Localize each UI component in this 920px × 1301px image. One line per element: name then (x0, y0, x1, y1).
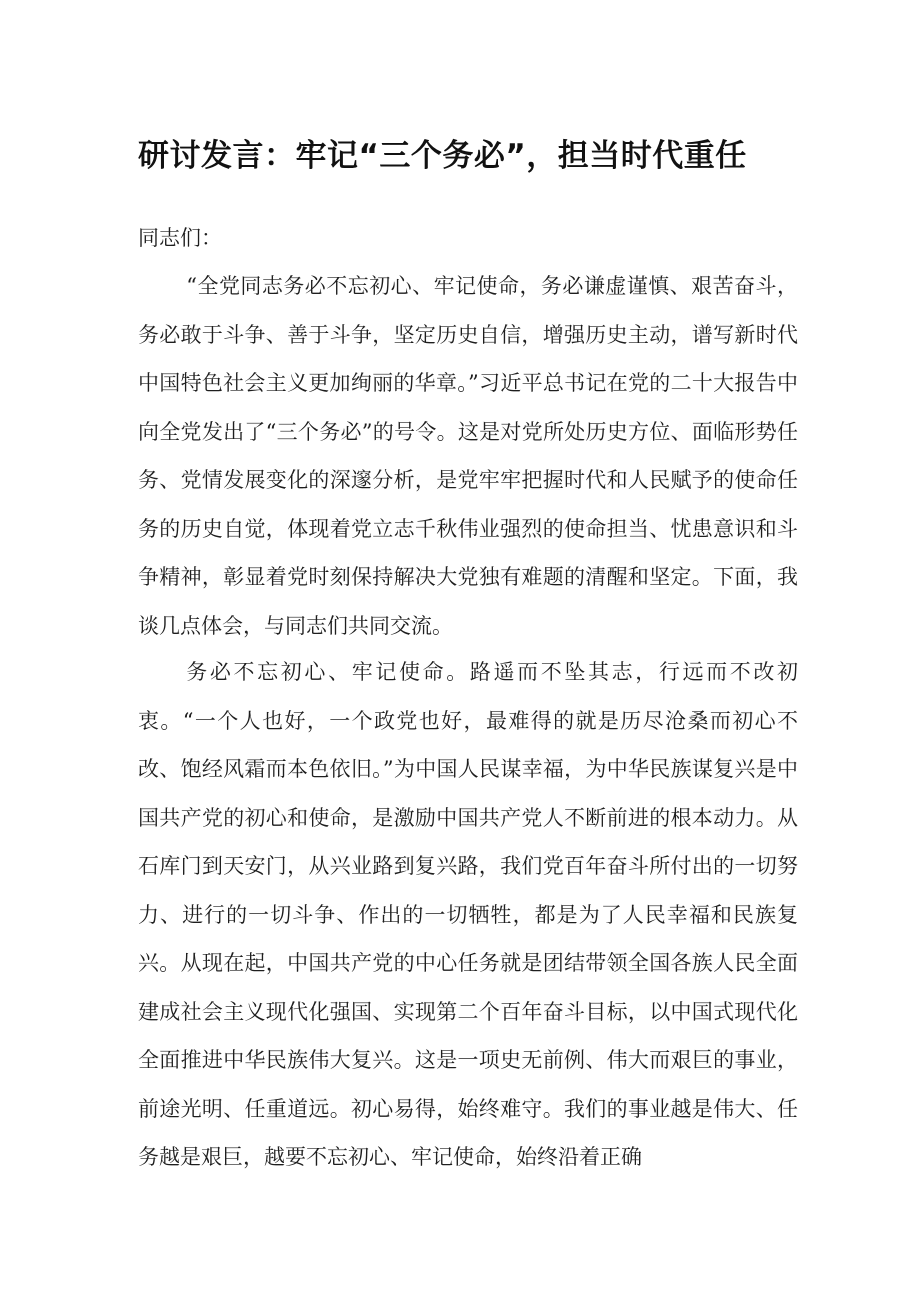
paragraph-2: 务必不忘初心、牢记使命。路遥而不坠其志，行远而不改初衷。“一个人也好，一个政党也好，最难得的就是历尽沧桑而初心不改、饱经风霜而本色依旧。”为中国人民谋幸福，为中华民族谋复兴是中国共产党的初心和使命，是激励中国共产党人不断前进的根本动力。从石库门到天安门，从兴业路到复兴路，我们党百年奋斗所付出的一切努力、进行的一切斗争、作出的一切牺牲，都是为了人民幸福和民族复兴。从现在起，中国共产党的中心任务就是团结带领全国各族人民全面建成社会主义现代化强国、实现第二个百年奋斗目标，以中国式现代化全面推进中华民族伟大复兴。这是一项史无前例、伟大而艰巨的事业，前途光明、任重道远。初心易得，始终难守。我们的事业越是伟大、任务越是艰巨，越要不忘初心、牢记使命，始终沿着正确 (138, 660, 798, 1169)
salutation: 同志们： (138, 226, 222, 250)
document-title: 研讨发言：牢记“三个务必”，担当时代重任 (138, 138, 747, 174)
paragraph-1: “全党同志务必不忘初心、牢记使命，务必谦虚谨慎、艰苦奋斗，务必敢于斗争、善于斗争，坚定历史自信，增强历史主动，谱写新时代中国特色社会主义更加绚丽的华章。”习近平总书记在党的二十大报告中向全党发出了“三个务必”的号令。这是对党所处历史方位、面临形势任务、党情发展变化的深邃分析，是党牢牢把握时代和人民赋予的使命任务的历史自觉，体现着党立志千秋伟业强烈的使命担当、忧患意识和斗争精神，彰显着党时刻保持解决大党独有难题的清醒和坚定。下面，我谈几点体会，与同志们共同交流。 (138, 274, 798, 638)
